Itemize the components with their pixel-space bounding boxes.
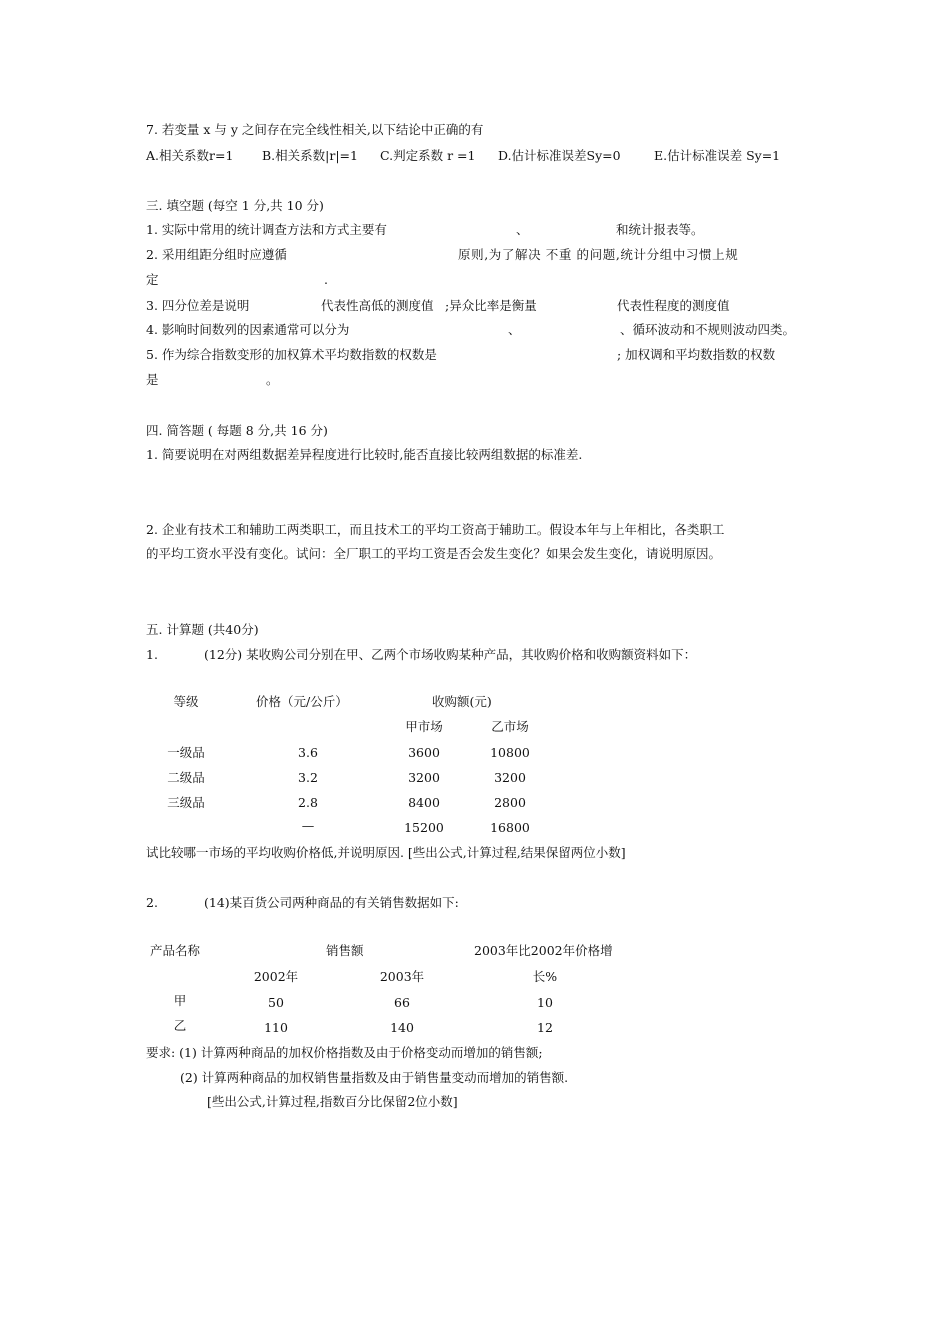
short-q1: 1. 简要说明在对两组数据差异程度进行比较时,能否直接比较两组数据的标准差. [146, 447, 583, 462]
table2-header-growth-cont: 长% [532, 969, 558, 984]
fill-q2-text: 2. 采用组距分组时应遵循 [146, 247, 287, 262]
q7-option-c: C.判定系数 r =1 [380, 148, 476, 163]
table1-row1-grade: 一级品 [167, 745, 205, 760]
q7-option-d: D.估计标准误差Sy=0 [498, 148, 621, 163]
fill-q5-end: 。 [266, 372, 279, 387]
table2-header-sales: 销售额 [326, 943, 364, 958]
table1-row3-price: 2.8 [298, 795, 318, 810]
table1-header-market-a: 甲市场 [405, 719, 443, 734]
table2-header-2002: 2002年 [253, 969, 299, 984]
calc-p2-requirement-3: [些出公式,计算过程,指数百分比保留2位小数] [207, 1094, 458, 1109]
calc-p2-number: 2. [146, 895, 158, 910]
calc-p2-requirement-1: 要求: (1) 计算两种商品的加权价格指数及由于价格变动而增加的销售额; [146, 1045, 543, 1060]
fill-heading: 三. 填空题 (每空 1 分,共 10 分) [146, 198, 324, 213]
table1-total-market-b: 16800 [490, 820, 530, 835]
q7-stem: 7. 若变量 x 与 y 之间存在完全线性相关,以下结论中正确的有 [146, 122, 484, 137]
fill-q2-end: . [324, 272, 328, 287]
table1-row1-price: 3.6 [298, 745, 318, 760]
table1-row1-market-a: 3600 [408, 745, 440, 760]
calc-p1-number: 1. [146, 647, 158, 662]
calc-p2-intro: (14)某百货公司两种商品的有关销售数据如下: [204, 895, 459, 910]
table2-row1-2003: 66 [394, 995, 410, 1010]
q7-option-e: E.估计标准误差 Sy=1 [654, 148, 781, 163]
calc-p2-requirement-2: (2) 计算两种商品的加权销售量指数及由于销售量变动而增加的销售额. [180, 1070, 569, 1085]
calc-heading: 五. 计算题 (共40分) [146, 622, 259, 637]
table1-header-market-b: 乙市场 [491, 719, 529, 734]
fill-q4-text: 4. 影响时间数列的因素通常可以分为 [146, 322, 350, 337]
short-heading: 四. 简答题 ( 每题 8 分,共 16 分) [146, 423, 328, 438]
table1-header-grade: 等级 [173, 694, 199, 709]
short-q2-line1: 2. 企业有技术工和辅助工两类职工，而且技术工的平均工资高于辅助工。假设本年与上年相比，各类职工 [146, 522, 725, 537]
fill-q3-mid: 代表性高低的测度值 [321, 298, 434, 313]
fill-q5-mid: ; 加权调和平均数指数的权数 [617, 347, 776, 362]
fill-q5-text: 5. 作为综合指数变形的加权算术平均数指数的权数是 [146, 347, 437, 362]
table1-header-price: 价格（元/公斤） [256, 694, 348, 709]
table2-row2-2002: 110 [264, 1020, 288, 1035]
table1-header-amount: 收购额(元) [432, 694, 492, 709]
calc-p1-intro: (12分) 某收购公司分别在甲、乙两个市场收购某种产品，其收购价格和收购额资料如下： [204, 647, 697, 662]
table2-row2-name: 乙 [173, 1018, 187, 1033]
fill-q1-sep: 、 [516, 222, 529, 237]
calc-p1-ask: 试比较哪一市场的平均收购价格低,并说明原因. [些出公式,计算过程,结果保留两位小数] [146, 845, 626, 860]
table2-header-growth: 2003年比2002年价格增 [474, 943, 613, 958]
table2-row1-growth: 10 [537, 995, 553, 1010]
table1-row2-price: 3.2 [298, 770, 318, 785]
table2-row2-2003: 140 [390, 1020, 414, 1035]
table1-row2-market-b: 3200 [494, 770, 526, 785]
table1-row3-grade: 三级品 [167, 795, 205, 810]
table2-row2-growth: 12 [537, 1020, 553, 1035]
q7-option-a: A.相关系数r=1 [146, 148, 234, 163]
fill-q4-tail: 、循环波动和不规则波动四类。 [620, 322, 796, 337]
table2-row1-2002: 50 [268, 995, 284, 1010]
fill-q4-sep: 、 [508, 322, 521, 337]
fill-q1-tail: 和统计报表等。 [616, 222, 704, 237]
table1-row2-grade: 二级品 [167, 770, 205, 785]
fill-q3-mid2: ;异众比率是衡量 [445, 298, 537, 313]
q7-option-b: B.相关系数|r|=1 [262, 148, 358, 163]
table1-total-market-a: 15200 [404, 820, 444, 835]
fill-q5-cont: 是 [146, 372, 159, 387]
table1-row3-market-a: 8400 [408, 795, 440, 810]
fill-q3-tail: 代表性程度的测度值 [617, 298, 730, 313]
table2-header-2003: 2003年 [379, 969, 425, 984]
fill-q3-text: 3. 四分位差是说明 [146, 298, 250, 313]
fill-q2-mid: 原则,为了解决 不重 的问题,统计分组中习惯上规 [458, 247, 739, 262]
table1-row3-market-b: 2800 [494, 795, 526, 810]
short-q2-line2: 的平均工资水平没有变化。试问：全厂职工的平均工资是否会发生变化？如果会发生变化，请说明原因。 [146, 546, 722, 561]
table2-row1-name: 甲 [173, 993, 187, 1008]
fill-q1-text: 1. 实际中常用的统计调查方法和方式主要有 [146, 222, 387, 237]
table2-header-name: 产品名称 [150, 943, 201, 958]
table1-total-price: — [301, 818, 315, 833]
fill-q2-cont: 定 [146, 272, 159, 287]
table1-row1-market-b: 10800 [490, 745, 530, 760]
table1-row2-market-a: 3200 [408, 770, 440, 785]
